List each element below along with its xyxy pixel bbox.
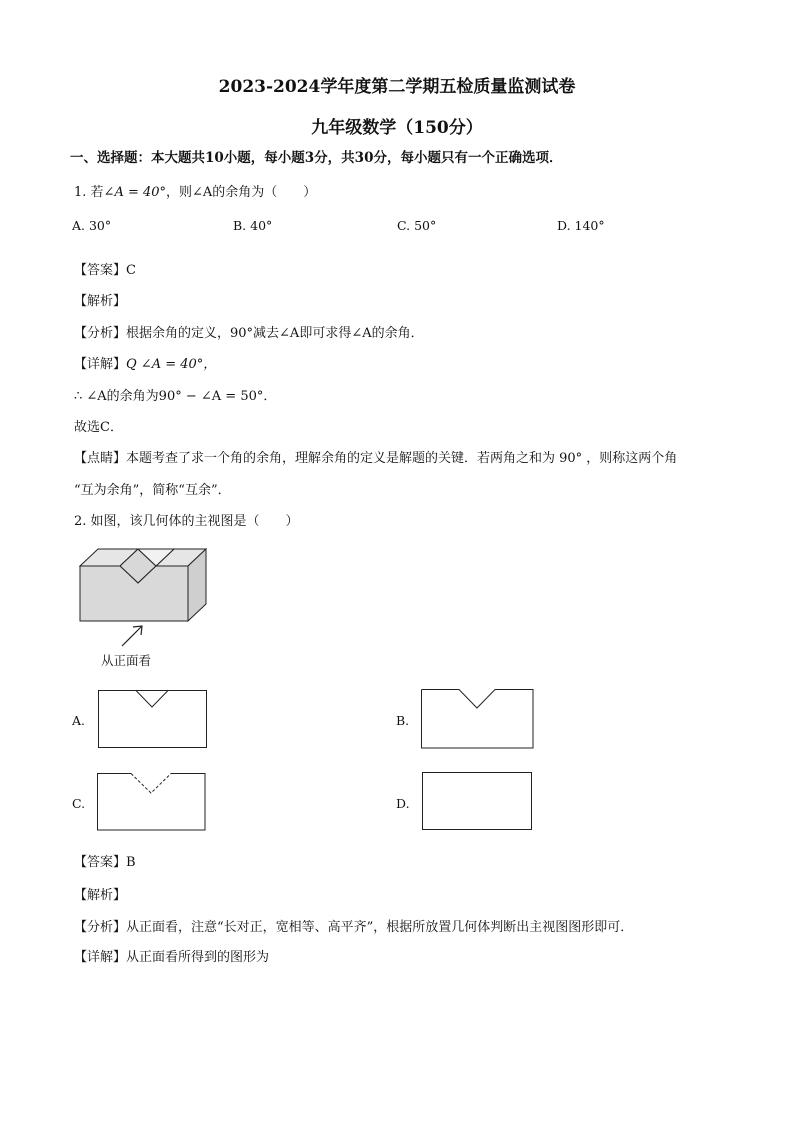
q2-option-b-label: B. xyxy=(396,713,410,728)
q1-therefore: ∴ ∠A的余角为90° − ∠A = 50°． xyxy=(74,389,277,404)
arrow-icon xyxy=(120,622,150,648)
q2-option-c-figure xyxy=(97,773,207,833)
q2-analysis-label: 【解析】 xyxy=(74,888,127,903)
q1-stem-prefix: 1. 若 xyxy=(74,185,104,200)
q1-option-b: B. 40° xyxy=(233,218,273,233)
q2-option-d-figure xyxy=(422,772,534,832)
q1-dianjing-line1: 【点睛】本题考查了求一个角的余角，理解余角的定义是解题的关键．若两角之和为 90° ，则称这两个角 xyxy=(74,451,678,466)
q1-detail xyxy=(74,353,216,372)
q2-option-a-figure xyxy=(98,690,208,750)
q2-option-b-figure xyxy=(421,689,535,751)
q1-dianjing-line2: “互为余角”，简称“互余”． xyxy=(74,483,231,498)
q1-fenxi: 【分析】根据余角的定义，90°减去∠A即可求得∠A的余角． xyxy=(74,326,424,341)
q2-option-d-label: D. xyxy=(396,796,410,811)
q1-analysis-label: 【解析】 xyxy=(74,294,127,309)
exam-title: 2023-2024学年度第二学期五检质量监测试卷 xyxy=(218,77,576,97)
q1-option-c: C. 50° xyxy=(397,218,437,233)
exam-subtitle: 九年级数学（150分） xyxy=(311,118,483,138)
section-heading: 一、选择题：本大题共10小题，每小题3分，共30分，每小题只有一个正确选项． xyxy=(70,150,563,166)
q1-option-a: A. 30° xyxy=(72,218,112,233)
q1-stem-suffix: ，则∠A的余角为（ ） xyxy=(166,185,317,200)
q1-stem-math: ∠A = 40° xyxy=(103,185,167,200)
q1-choose: 故选C． xyxy=(74,420,123,435)
q1-detail-label: 【详解】 xyxy=(74,357,127,372)
q2-fenxi: 【分析】从正面看，注意“长对正，宽相等、高平齐”，根据所放置几何体判断出主视图图形即可． xyxy=(74,920,634,935)
q1-detail-math: Q ∠A = 40°， xyxy=(126,357,217,372)
q2-detail: 【详解】从正面看所得到的图形为 xyxy=(74,950,270,965)
q2-figure-caption: 从正面看 xyxy=(101,653,152,668)
q2-answer: 【答案】B xyxy=(74,855,136,870)
q2-stem: 2. 如图，该几何体的主视图是（ ） xyxy=(74,514,299,529)
q1-stem xyxy=(74,181,316,200)
q1-answer: 【答案】C xyxy=(74,263,136,278)
q1-option-d: D. 140° xyxy=(557,218,605,233)
q2-option-a-label: A. xyxy=(72,713,86,728)
q2-option-c-label: C. xyxy=(72,796,86,811)
